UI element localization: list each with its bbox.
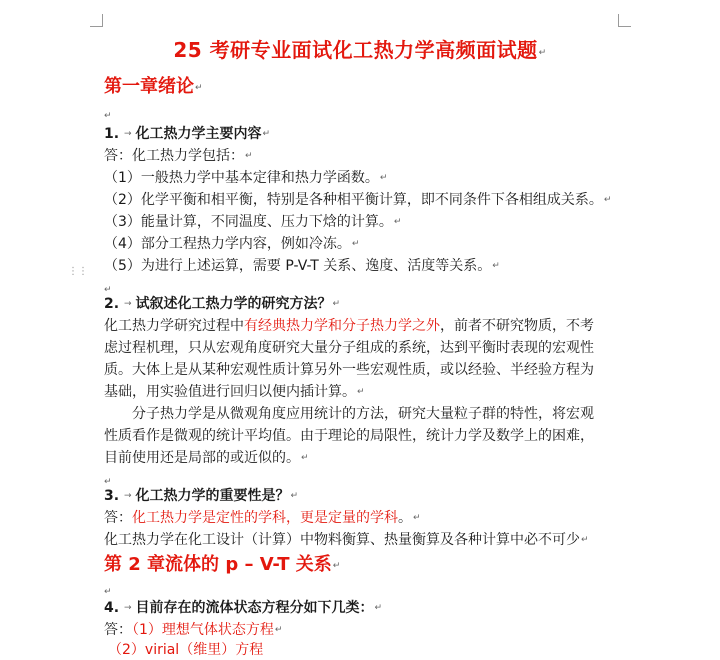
answer-line[interactable]: 答：（1）理想气体状态方程↵ [104, 622, 283, 638]
list-item[interactable]: （4）部分工程热力学内容，例如冷冻。↵ [104, 236, 360, 252]
blank-line: ↵ [104, 285, 112, 295]
paragraph-line[interactable]: 性质看作是微观的统计平均值。由于理论的局限性，统计力学及数学上的困难， [104, 428, 594, 444]
blank-line: ↵ [104, 111, 112, 121]
paragraph-line[interactable]: 化工热力学在化工设计（计算）中物料衡算、热量衡算及各种计算中必不可少↵ [104, 532, 589, 548]
question-2-heading[interactable]: 2. → 试叙述化工热力学的研究方法？↵ [104, 296, 341, 312]
list-item[interactable]: （1）一般热力学中基本定律和热力学函数。↵ [104, 170, 388, 186]
list-item[interactable]: （2）化学平衡和相平衡，特别是各种相平衡计算，即不同条件下各相组成关系。↵ [104, 192, 612, 208]
question-4-heading[interactable]: 4. → 目前存在的流体状态方程分如下几类：↵ [104, 600, 383, 616]
paragraph-line[interactable]: 目前使用还是局部的或近似的。↵ [104, 450, 309, 466]
answer-intro[interactable]: 答：化工热力学包括：↵ [104, 148, 253, 164]
paragraph-line[interactable]: 质。大体上是从某种宏观性质计算另外一些宏观性质，或以经验、半经验方程为 [104, 362, 594, 378]
paragraph-line[interactable]: 虑过程机理，只从宏观角度研究大量分子组成的系统，达到平衡时表现的宏观性 [104, 340, 594, 356]
chapter-2-heading[interactable]: 第 2 章流体的 p – V-T 关系↵ [104, 554, 341, 575]
page-corner-mark-right [618, 14, 631, 27]
drag-handle-icon[interactable]: ⋮⋮ [68, 266, 88, 277]
answer-line[interactable]: （2）virial（维里）方程 [108, 642, 264, 658]
answer-line[interactable]: 答：化工热力学是定性的学科，更是定量的学科。↵ [104, 510, 421, 526]
list-item[interactable]: （5）为进行上述运算，需要 P-V-T 关系、逸度、活度等关系。↵ [104, 258, 500, 274]
page-corner-mark-left [90, 14, 103, 27]
paragraph-line[interactable]: 分子热力学是从微观角度应用统计的方法，研究大量粒子群的特性，将宏观 [132, 406, 594, 422]
list-item[interactable]: （3）能量计算，不同温度、压力下焓的计算。↵ [104, 214, 402, 230]
paragraph-line[interactable]: 基础，用实验值进行回归以便内插计算。↵ [104, 384, 365, 400]
chapter-1-heading[interactable]: 第一章绪论↵ [104, 76, 203, 97]
question-1-heading[interactable]: 1. → 化工热力学主要内容↵ [104, 126, 271, 142]
blank-line: ↵ [104, 587, 112, 597]
blank-line: ↵ [104, 477, 112, 487]
question-3-heading[interactable]: 3. → 化工热力学的重要性是？↵ [104, 488, 299, 504]
paragraph-line[interactable]: 化工热力学研究过程中有经典热力学和分子热力学之外，前者不研究物质，不考 [104, 318, 594, 334]
document-title[interactable]: 25 考研专业面试化工热力学高频面试题↵ [173, 38, 547, 62]
